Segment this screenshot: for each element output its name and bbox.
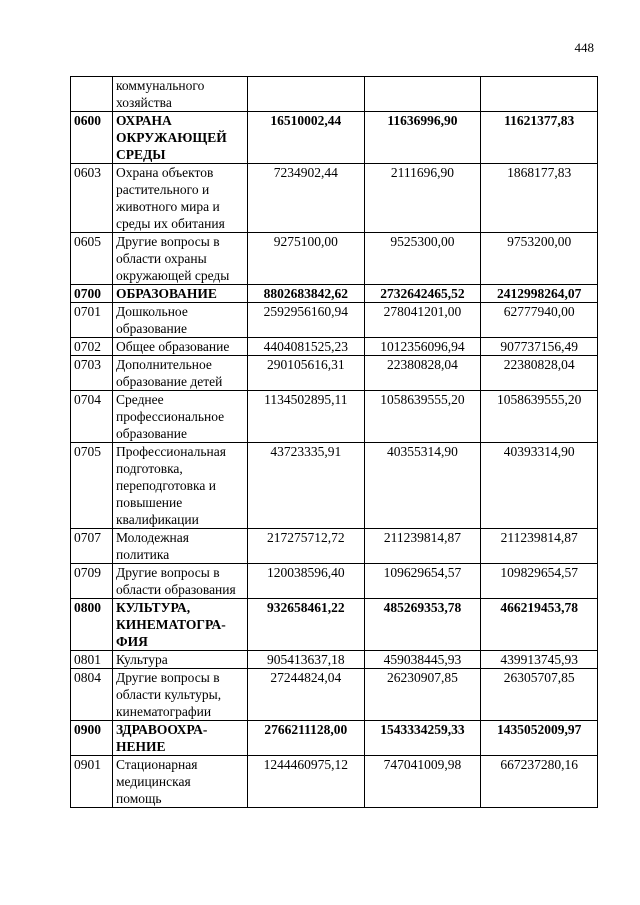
value-col-3: 2412998264,07 xyxy=(481,285,598,303)
section-name xyxy=(113,756,248,808)
value-col-2 xyxy=(364,77,481,112)
value-col-2: 11636996,90 xyxy=(364,112,481,164)
section-name-line: Другие вопросы в xyxy=(116,234,220,249)
section-name-line: кинематографии xyxy=(116,704,212,719)
section-name-line: ОХРАНА xyxy=(116,113,172,128)
table-row xyxy=(71,669,598,721)
value-col-2: 485269353,78 xyxy=(364,599,481,651)
section-name xyxy=(113,233,248,285)
table-row xyxy=(71,651,598,669)
value-col-1: 2766211128,00 xyxy=(248,721,365,756)
value-col-1: 27244824,04 xyxy=(248,669,365,721)
value-col-2: 26230907,85 xyxy=(364,669,481,721)
value-col-3: 1058639555,20 xyxy=(481,391,598,443)
section-code: 0704 xyxy=(71,391,113,443)
value-col-3: 466219453,78 xyxy=(481,599,598,651)
section-name-line: Охрана объектов xyxy=(116,165,214,180)
section-code: 0901 xyxy=(71,756,113,808)
section-name-line: области культуры, xyxy=(116,687,222,702)
section-name-line: профессиональное xyxy=(116,409,225,424)
value-col-3: 9753200,00 xyxy=(481,233,598,285)
value-col-1: 932658461,22 xyxy=(248,599,365,651)
table-row xyxy=(71,233,598,285)
value-col-1: 217275712,72 xyxy=(248,529,365,564)
value-col-1: 16510002,44 xyxy=(248,112,365,164)
section-name-line: Дошкольное xyxy=(116,304,188,319)
section-name-line: области охраны xyxy=(116,251,207,266)
value-col-1: 1134502895,11 xyxy=(248,391,365,443)
section-code: 0800 xyxy=(71,599,113,651)
value-col-1: 2592956160,94 xyxy=(248,303,365,338)
section-name-line: ФИЯ xyxy=(116,634,148,649)
value-col-2: 278041201,00 xyxy=(364,303,481,338)
section-code: 0600 xyxy=(71,112,113,164)
table-row xyxy=(71,164,598,233)
value-col-1: 43723335,91 xyxy=(248,443,365,529)
section-name xyxy=(113,356,248,391)
section-name-line: Молодежная xyxy=(116,530,189,545)
section-name-line: образование xyxy=(116,321,187,336)
value-col-1: 8802683842,62 xyxy=(248,285,365,303)
value-col-3: 1868177,83 xyxy=(481,164,598,233)
section-name xyxy=(113,443,248,529)
section-code: 0701 xyxy=(71,303,113,338)
value-col-2: 459038445,93 xyxy=(364,651,481,669)
section-name xyxy=(113,112,248,164)
section-name-line: окружающей среды xyxy=(116,268,230,283)
section-name-line: Среднее xyxy=(116,392,164,407)
section-name-line: ЗДРАВООХРА- xyxy=(116,722,208,737)
table-row xyxy=(71,721,598,756)
section-code: 0900 xyxy=(71,721,113,756)
budget-table xyxy=(70,76,598,808)
section-name-line: СРЕДЫ xyxy=(116,147,166,162)
section-name-line: образование xyxy=(116,426,187,441)
section-name-line: ОКРУЖАЮЩЕЙ xyxy=(116,130,227,145)
section-code: 0700 xyxy=(71,285,113,303)
value-col-3: 439913745,93 xyxy=(481,651,598,669)
section-code: 0703 xyxy=(71,356,113,391)
table-row xyxy=(71,529,598,564)
table-row xyxy=(71,285,598,303)
value-col-1: 7234902,44 xyxy=(248,164,365,233)
value-col-1 xyxy=(248,77,365,112)
table-row xyxy=(71,443,598,529)
value-col-2: 109629654,57 xyxy=(364,564,481,599)
section-name-line: Стационарная xyxy=(116,757,198,772)
page-number: 448 xyxy=(574,40,594,55)
section-name-line: Другие вопросы в xyxy=(116,670,220,685)
value-col-1: 4404081525,23 xyxy=(248,338,365,356)
section-name-line: переподготовка и xyxy=(116,478,216,493)
section-code: 0709 xyxy=(71,564,113,599)
section-name-line: образование детей xyxy=(116,374,223,389)
value-col-2: 211239814,87 xyxy=(364,529,481,564)
section-name-line: НЕНИЕ xyxy=(116,739,166,754)
value-col-2: 1012356096,94 xyxy=(364,338,481,356)
value-col-2: 747041009,98 xyxy=(364,756,481,808)
value-col-3: 22380828,04 xyxy=(481,356,598,391)
section-name: Культура xyxy=(113,651,248,669)
section-code xyxy=(71,77,113,112)
value-col-3: 907737156,49 xyxy=(481,338,598,356)
section-name: Общее образование xyxy=(113,338,248,356)
section-name xyxy=(113,529,248,564)
table-row xyxy=(71,391,598,443)
section-code: 0605 xyxy=(71,233,113,285)
section-name-line: растительного и xyxy=(116,182,210,197)
value-col-1: 290105616,31 xyxy=(248,356,365,391)
section-name xyxy=(113,391,248,443)
section-name xyxy=(113,303,248,338)
section-name xyxy=(113,599,248,651)
section-name xyxy=(113,721,248,756)
value-col-3: 26305707,85 xyxy=(481,669,598,721)
section-name-line: подготовка, xyxy=(116,461,183,476)
section-name-line: повышение xyxy=(116,495,183,510)
table-row xyxy=(71,112,598,164)
value-col-2: 22380828,04 xyxy=(364,356,481,391)
section-name-line: Профессиональная xyxy=(116,444,226,459)
value-col-3: 667237280,16 xyxy=(481,756,598,808)
value-col-2: 1543334259,33 xyxy=(364,721,481,756)
section-code: 0804 xyxy=(71,669,113,721)
table-row xyxy=(71,303,598,338)
table-row xyxy=(71,599,598,651)
table-row xyxy=(71,564,598,599)
section-name: ОБРАЗОВАНИЕ xyxy=(113,285,248,303)
section-name-line: КУЛЬТУРА, xyxy=(116,600,191,615)
section-name-line: квалификации xyxy=(116,512,199,527)
value-col-3: 1435052009,97 xyxy=(481,721,598,756)
section-name xyxy=(113,164,248,233)
value-col-3: 211239814,87 xyxy=(481,529,598,564)
section-name-line: коммунального xyxy=(116,78,205,93)
section-name xyxy=(113,669,248,721)
value-col-3: 62777940,00 xyxy=(481,303,598,338)
value-col-1: 905413637,18 xyxy=(248,651,365,669)
section-name xyxy=(113,564,248,599)
section-name-line: Другие вопросы в xyxy=(116,565,220,580)
section-code: 0705 xyxy=(71,443,113,529)
value-col-1: 120038596,40 xyxy=(248,564,365,599)
section-name-line: медицинская xyxy=(116,774,191,789)
budget-table-body xyxy=(71,77,598,808)
value-col-2: 40355314,90 xyxy=(364,443,481,529)
table-row xyxy=(71,756,598,808)
section-name-line: КИНЕМАТОГРА- xyxy=(116,617,226,632)
section-code: 0801 xyxy=(71,651,113,669)
section-name xyxy=(113,77,248,112)
value-col-2: 9525300,00 xyxy=(364,233,481,285)
section-name-line: политика xyxy=(116,547,170,562)
section-name-line: Дополнительное xyxy=(116,357,212,372)
value-col-3: 40393314,90 xyxy=(481,443,598,529)
section-name-line: области образования xyxy=(116,582,236,597)
table-row xyxy=(71,356,598,391)
value-col-3: 109829654,57 xyxy=(481,564,598,599)
section-code: 0702 xyxy=(71,338,113,356)
section-name-line: животного мира и xyxy=(116,199,220,214)
value-col-2: 2732642465,52 xyxy=(364,285,481,303)
section-code: 0707 xyxy=(71,529,113,564)
value-col-3: 11621377,83 xyxy=(481,112,598,164)
table-row xyxy=(71,338,598,356)
value-col-2: 2111696,90 xyxy=(364,164,481,233)
section-name-line: помощь xyxy=(116,791,162,806)
value-col-1: 9275100,00 xyxy=(248,233,365,285)
value-col-2: 1058639555,20 xyxy=(364,391,481,443)
value-col-1: 1244460975,12 xyxy=(248,756,365,808)
section-name-line: хозяйства xyxy=(116,95,172,110)
section-name-line: среды их обитания xyxy=(116,216,225,231)
value-col-3 xyxy=(481,77,598,112)
table-row xyxy=(71,77,598,112)
section-code: 0603 xyxy=(71,164,113,233)
